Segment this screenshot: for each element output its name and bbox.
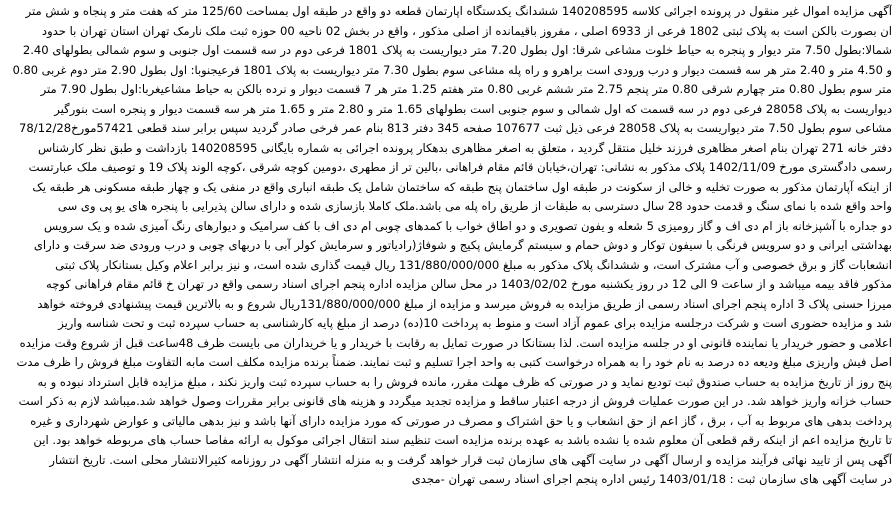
notice-line: مشاعی سوم بطول 7.50 متر دیواریست به پلاک 28058 فرعی ذیل ثبت 107677 صفحه 345 دفتر 813 بنام عمر فرخی صادر گردید سپس برابر سند قطعی 57421مورخ78/12/28 [19,121,892,135]
notice-line: تا تاریخ مزایده اعم از اینکه رقم قطعی آن معلوم شده یا نشده باشد به عهده برنده مزایده است تنظیم سند انتقال اجرائی موکول به ارائه مفاصا حساب های مربوطه خواهد بود. این [33,433,892,447]
auction-notice-text [3,2,892,509]
notice-line: و 4.50 متر و 2.40 متر هر سه قسمت دیوار و درب ورودی است براهرو و راه پله مشاعی سوم بطول 7.30 متر دیواریست به پلاک 1801 فرعیجنوبا: اول بطول 2.90 متر دوم غربی 0.80 [12,62,892,77]
notice-line: پرداخت بدهی های مربوط به آب ، برق ، گاز اعم از حق انشعاب و یا حق اشتراک و مصرف در صورتی که مورد مزایده دارای آنها باشد و نیز بدهی مالیاتی و عوارض شهرداری و غیره [30,413,892,428]
notice-line: مذکور فاقد بیمه میباشد و از ساعت 9 الی 12 در روز یکشنبه مورخ 1403/02/02 در محل سالن مزایده اداره پنجم اجرای اسناد رسمی واقع در تهران خ قائم مقام فراهانی کوچه [46,277,892,291]
notice-line: میرزا حسنی پلاک 3 اداره پنجم اجرای اسناد رسمی از طریق مزایده به فروش میرسد و مزایده از مبلغ 131/880/000/000ریال شروع و به بالاترین قیمت پیشنهادی فروخته خواهد [37,296,892,311]
notice-line: از اینکه آپارتمان مذکور به صورت تخلیه و خالی از سکونت در طبقه اول ساختمان پنج طبقه که ساختمان شامل یک طبقه انباری واقع در منفی یک و چهار طبقه مسکونی هر طبقه یک [32,179,892,194]
notice-line: بهداشتی ایرانی و دو سرویس فرنگی با سیفون توکار و دوش حمام و سیستم گرمایش پکیج و شوفاژ(رادیاتور و سرمایش کولر آبی با دربهای چوبی و درب ورودی ضد سرقت و دارای [33,238,892,252]
notice-line: انشعابات گاز و برق خصوصی و آب مشترک است، و ششدانگ پلاک مذکور به مبلغ 131/880/000/000 ریال قیمت گذاری شده است، و نیز برابر اعلام وکیل بستانکار پلاک ثبتی [55,257,892,272]
notice-line: شمالا:بطول 7.50 متر دیوار و پنجره به حیاط خلوت مشاعی شرقا: اول بطول 7.20 متر دیواریست به پلاک 1801 فرعی دوم در سه قسمت اول جنوبی و سوم شمالی بطولهای 2.40 [22,43,892,57]
notice-line: دو جداره با آشپزخانه باز ام دی اف و گاز رومیزی 5 شعله و یفون تصویری و دو اطاق خواب با کمدهای چوبی ام دی اف با کف سرامیک و دیوارهای رنگ آمیزی شده و یک سرویس [43,218,892,233]
notice-line: دیواریست به پلاک 28058 فرعی دوم در سه قسمت که اول شمالی و سوم جنوبی است بطولهای 1.65 متر و 2.80 متر و 1.65 متر هر سه قسمت دیوار و پنجره است بنورگیر [54,101,892,116]
notice-line: ان بصورت بالکن است به پلاک ثبتی 1802 فرعی از 6933 اصلی ، مفروز باقیمانده از اصلی مذکور ، واقع در بخش 02 ناحیه 00 حوزه ثبت ملک نارمک تهران استان تهران با حدود [41,23,892,38]
notice-line: دفتر خانه 271 تهران بنام اصغر مظاهری فرزند خلیل منتقل گردید ، متعلق به اصغر مظاهری بدهکار پرونده اجرائی به شماره بایگانی 140208595 بازداشت و طبق نظر کارشناس [38,140,892,155]
notice-line: شد و مزایده حضوری است و شرکت درجلسه مزایده برای عموم آزاد است و منوط به پرداخت 10(ده) درصد از مبلغ پایه کارشناسی به حساب سپرده ثبت و تحت شناسه واریز [58,316,892,330]
notice-line: آگهی پس از تایید نهائی فرآیند مزایده و ارسال آگهی در سایت آگهی های سازمان ثبت قرار خواهد گرفت و به منزله انتشار آگهی در روزنامه کثیرالانتشار محلی است. تاریخ انتشار [49,452,892,467]
notice-line: متر سوم بطول 0.80 متر چهارم شرقی 0.80 متر پنجم 2.75 متر ششم غربی 0.80 متر هفتم 1.25 متر هر 7 قسمت دیوار و نرده بالکن به حیاط مشاعیغربا:اول بطول 7.90 متر [40,82,892,96]
notice-line: رسمی دادگستری مورخ 1402/11/09 پلاک مذکور به نشانی: تهران،خیابان قائم مقام فراهانی ،بالین تر از مطهری ،دومین کوچه شرقی ،کوچه الوند پلاک 19 و توصیف ملک عبارتست [28,160,892,174]
notice-line: حساب خزانه واریز خواهد شد. در این صورت عملیات فروش از درجه اعتبار ساقط و مزایده تجدید میگردد و هزینه های قانونی برابر مقررات وصول خواهد شد.میباشد لازم به ذکر است [18,394,892,408]
notice-line: اعلامی و حضور خریدار یا نماینده قانونی او در جلسه مزایده است. لذا بستانکا در صورت تمایل به رقابت با خریدار و یا خریداران می بایست ظرف 48ساعت قبل از شروع وقت مزایده [19,335,892,350]
notice-line: واحد واقع شده با نمای سنگ و قدمت حدود 28 سال دسترسی به طبقات از طریق راه پله می باشد.ملک کاملا بازسازی شده و دارای سالن پذیرایی با پنجره های یو پی وی سی [57,199,892,213]
notice-line: پنج روز از تاریخ مزایده به حساب صندوق ثبت تودیع نماید و در صورتی که ظرف مهلت مقرر، مانده فروش را به حساب سپرده ثبت واریز نکند ، مبلغ مزایده قابل استرداد نبوده و به [37,374,892,389]
notice-line: اصل فیش واریزی مبلغ ودیعه ده درصد به نام خود را به همراه درخواست کتبی به واحد اجرا تسلیم و ثبت نمایند. ضمناً برنده مزایده مکلف است مابه التفاوت مبلغ فروش را ظرف مدت [16,355,892,369]
notice-line: در سایت آگهی های سازمان ثبت : 1403/01/18 رئیس اداره پنجم اجرای اسناد رسمی تهران -مجدی [411,472,892,486]
notice-line: آگهی مزایده اموال غیر منقول در پرونده اجرائی کلاسه 140208595 ششدانگ یکدستگاه اپارتمان قطعه دو واقع در طبقه اول بمساحت 125/60 متر که هفت متر و پنجاه و شش متر [25,4,892,18]
